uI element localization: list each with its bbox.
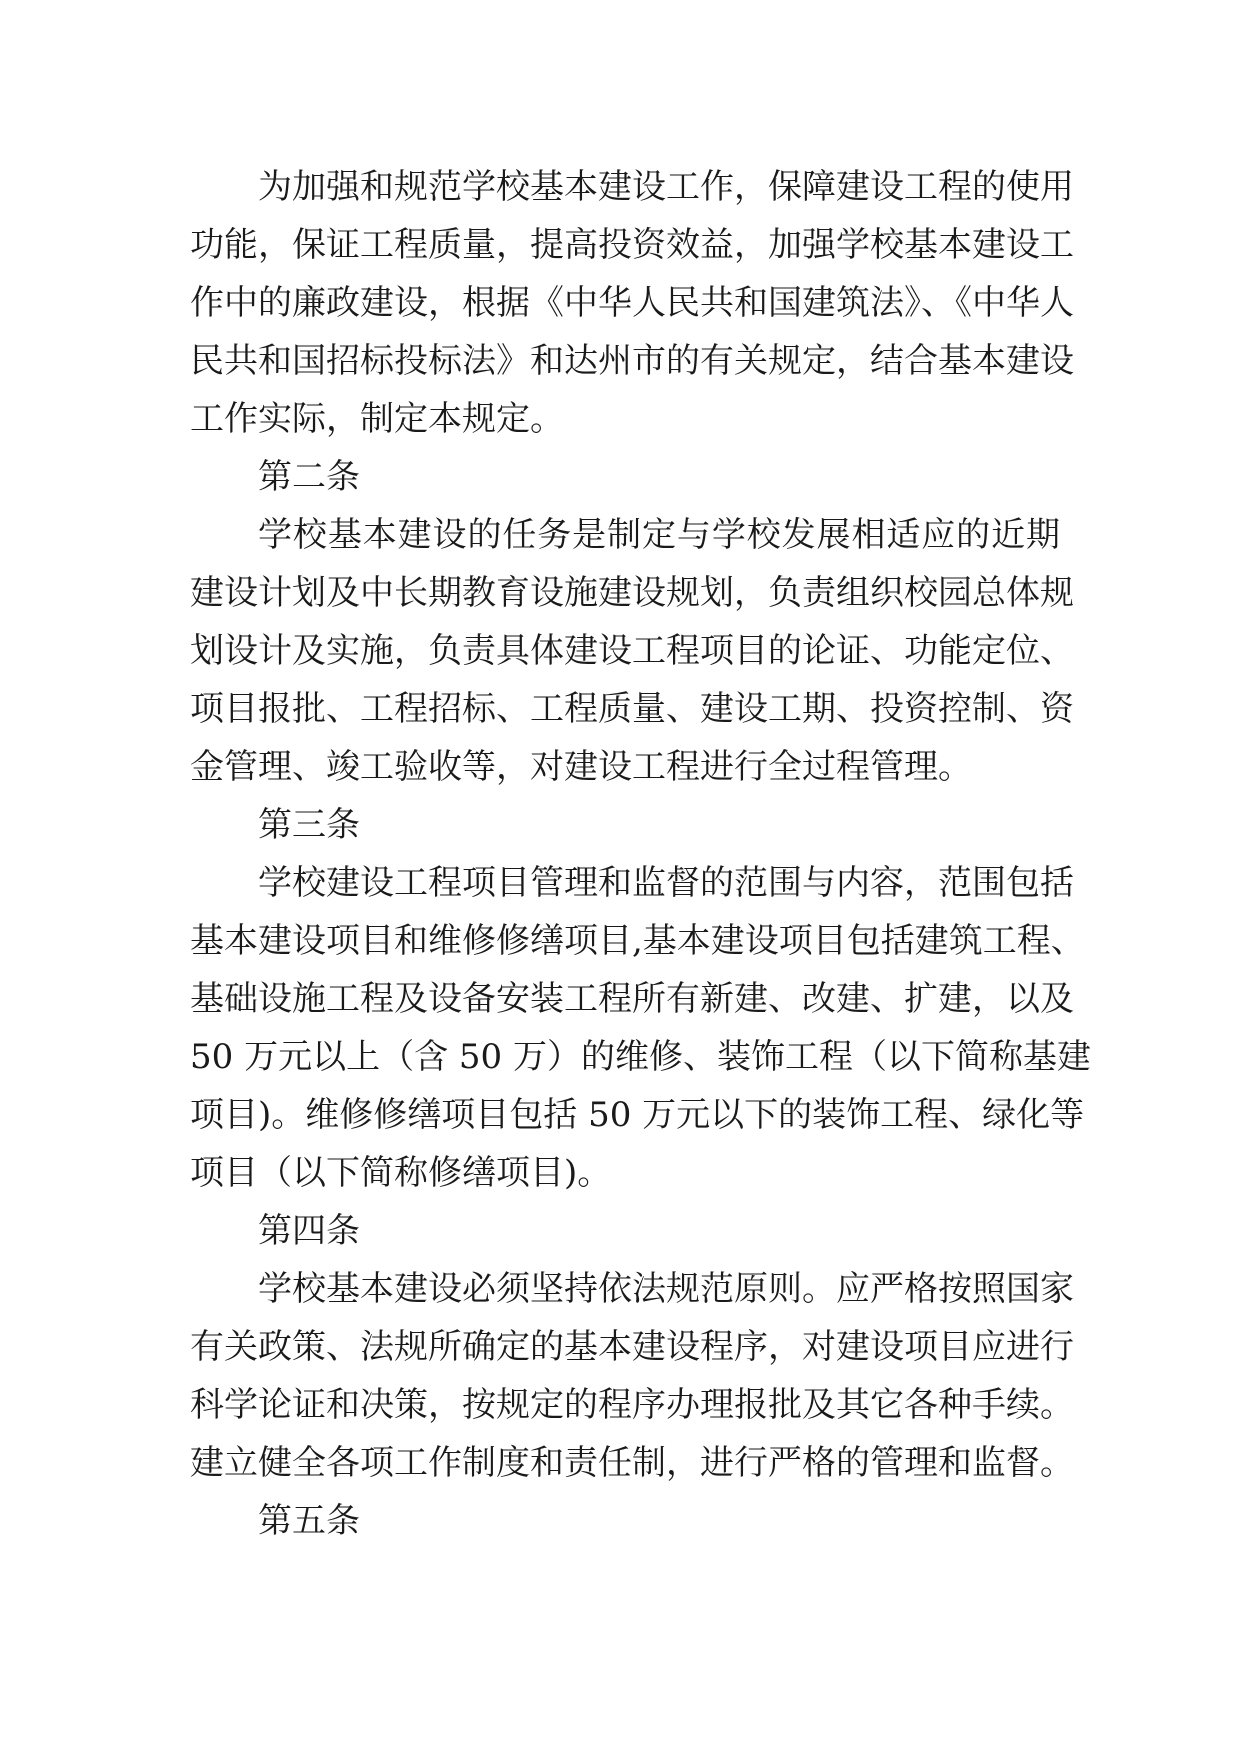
paragraph-line: 划设计及实施，负责具体建设工程项目的论证、功能定位、 bbox=[190, 631, 1074, 671]
paragraph-line: 学校基本建设的任务是制定与学校发展相适应的近期 bbox=[258, 515, 1060, 555]
article-heading: 第四条 bbox=[258, 1211, 360, 1251]
paragraph-line: 项目报批、工程招标、工程质量、建设工期、投资控制、资 bbox=[190, 689, 1074, 729]
paragraph-line: 民共和国招标投标法》和达州市的有关规定，结合基本建设 bbox=[190, 341, 1074, 381]
paragraph-line: 项目)。维修修缮项目包括 50 万元以下的装饰工程、绿化等 bbox=[190, 1095, 1085, 1135]
article-heading: 第三条 bbox=[258, 805, 360, 845]
paragraph-line: 学校基本建设必须坚持依法规范原则。应严格按照国家 bbox=[258, 1269, 1074, 1309]
paragraph-line: 作中的廉政建设，根据《中华人民共和国建筑法》、《中华人 bbox=[190, 283, 1074, 323]
article-heading: 第二条 bbox=[258, 457, 360, 497]
paragraph-line: 基础设施工程及设备安装工程所有新建、改建、扩建，以及 bbox=[190, 979, 1074, 1019]
paragraph-line: 金管理、竣工验收等，对建设工程进行全过程管理。 bbox=[190, 747, 972, 787]
paragraph-line: 建立健全各项工作制度和责任制，进行严格的管理和监督。 bbox=[190, 1443, 1074, 1483]
paragraph-line: 科学论证和决策，按规定的程序办理报批及其它各种手续。 bbox=[190, 1385, 1074, 1425]
paragraph-line: 学校建设工程项目管理和监督的范围与内容，范围包括 bbox=[258, 863, 1074, 903]
paragraph-line: 功能，保证工程质量，提高投资效益，加强学校基本建设工 bbox=[190, 225, 1074, 265]
paragraph-line: 有关政策、法规所确定的基本建设程序，对建设项目应进行 bbox=[190, 1327, 1074, 1367]
paragraph-line: 为加强和规范学校基本建设工作，保障建设工程的使用 bbox=[258, 167, 1074, 207]
paragraph-line: 建设计划及中长期教育设施建设规划，负责组织校园总体规 bbox=[190, 573, 1074, 613]
paragraph-line: 工作实际，制定本规定。 bbox=[190, 399, 564, 439]
paragraph-line: 项目（以下简称修缮项目)。 bbox=[190, 1153, 612, 1193]
paragraph-line: 基本建设项目和维修修缮项目,基本建设项目包括建筑工程、 bbox=[190, 921, 1085, 961]
document-body bbox=[190, 158, 1091, 1550]
article-heading: 第五条 bbox=[258, 1501, 360, 1541]
paragraph-line: 50 万元以上（含 50 万）的维修、装饰工程（以下简称基建 bbox=[190, 1037, 1091, 1077]
